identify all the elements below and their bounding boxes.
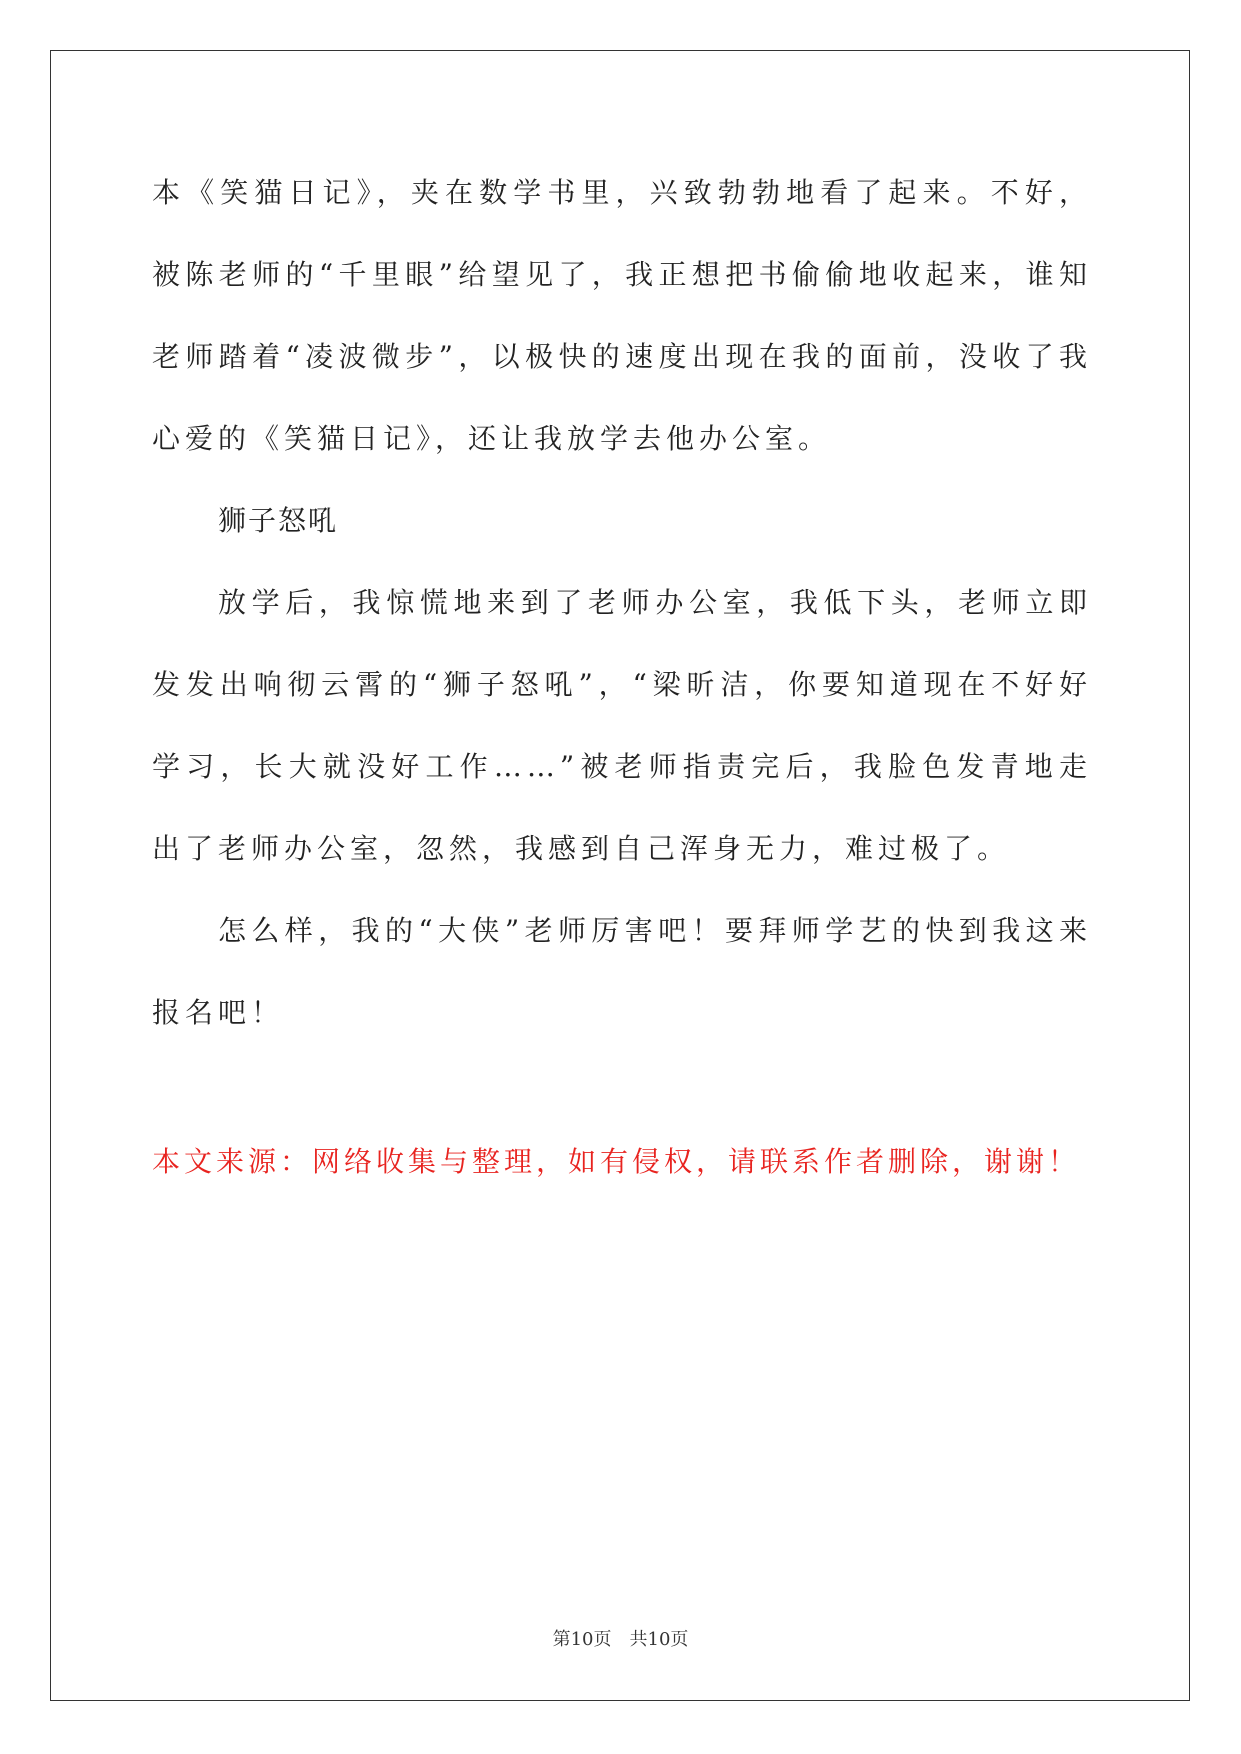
paragraph-1: 本《笑猫日记》，夹在数学书里，兴致勃勃地看了起来。不好，被陈老师的“千里眼”给望见了，我正想把书偷偷地收起来，谁知老师踏着“凌波微步”，以极快的速度出现在我的面前，没收了我心爱的《笑猫日记》，还让我放学去他办公室。	[152, 176, 1092, 455]
paragraph-2: 放学后，我惊慌地来到了老师办公室，我低下头，老师立即发发出响彻云霄的“狮子怒吼”，“梁昕洁，你要知道现在不好好学习，长大就没好工作……”被老师指责完后，我脸色发青地走出了老师办公室，忽然，我感到自己浑身无力，难过极了。	[152, 586, 1092, 865]
document-body	[152, 152, 1092, 1054]
section-heading: 狮子怒吼	[218, 504, 339, 537]
page-footer	[0, 1625, 1241, 1651]
source-note: 本文来源：网络收集与整理，如有侵权，请联系作者删除，谢谢！	[152, 1145, 1081, 1178]
paragraph-3: 怎么样，我的“大侠”老师厉害吧！要拜师学艺的快到我这来报名吧！	[152, 914, 1092, 1029]
page-number-total: 共10页	[629, 1629, 689, 1650]
page-number-current: 第10页	[552, 1629, 612, 1650]
